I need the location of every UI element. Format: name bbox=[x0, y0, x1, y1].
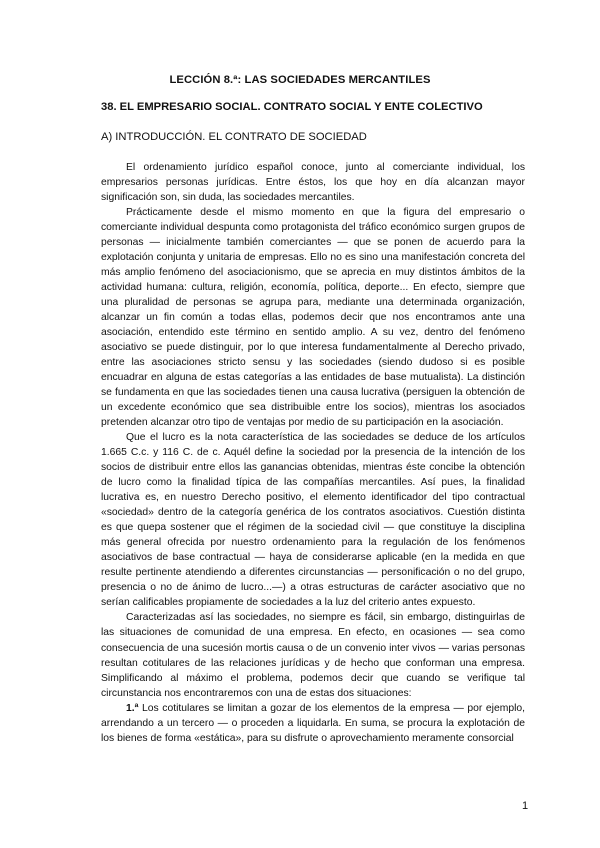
paragraph-1: El ordenamiento jurídico español conoce, junto al comerciante individual, los empresarios personas jurídicas. Entre éstos, los que hoy en día alcanzan mayor significación son, sin duda, las sociedades mercantiles. bbox=[101, 162, 525, 204]
paragraph-4: Caracterizadas así las sociedades, no siempre es fácil, sin embargo, distinguirlas de las situaciones de comunidad de una empresa. En efecto, en ocasiones — sea como consecuencia de una sucesión mortis causa o de un convenio inter vivos — varias personas resultan cotitulares de las relaciones jurídicas y de hecho que conforman una empresa. Simplificando al máximo el problema, podemos decir que cuando se verifique tal circunstancia nos encontraremos con una de estas dos situaciones: bbox=[101, 612, 525, 699]
list-item-1 bbox=[101, 701, 525, 746]
page-number: 1 bbox=[522, 800, 529, 812]
lesson-title: LECCIÓN 8.ª: LAS SOCIEDADES MERCANTILES bbox=[169, 74, 431, 86]
subsection-heading: A) INTRODUCCIÓN. EL CONTRATO DE SOCIEDAD bbox=[101, 131, 367, 143]
list-item-text: Los cotitulares se limitan a gozar de los elementos de la empresa — por ejemplo, arrendando a un tercero — o proceden a liquidarla. En suma, se procura la explotación de los bienes de forma «estática», para su disfrute o aprovechamiento meramente consorcial bbox=[101, 702, 525, 744]
list-item-number: 1.ª bbox=[126, 702, 139, 714]
body-text bbox=[101, 160, 525, 746]
paragraph-2: Prácticamente desde el mismo momento en que la figura del empresario o comerciante individual despunta como protagonista del tráfico económico surgen grupos de personas — inicialmente también comerciantes — que se ponen de acuerdo para la explotación conjunta y unitaria de empresas. Ello no es sino una manifestación concreta del más amplio fenómeno del asociacionismo, que se aprecia en muy distintos ámbitos de la actividad humana: cultura, religión, economía, política, deporte... En efecto, siempre que una pluralidad de personas se agrupa para, mediante una determinada organización, alcanzar un fin común a todas ellas, podemos decir que nos encontramos ante una asociación, entendido este término en sentido amplio. A su vez, dentro del fenómeno asociativo se puede distinguir, por lo que interesa fundamentalmente al Derecho privado, entre las asociaciones stricto sensu y las sociedades (siendo dudoso si es posible encuadrar en alguna de estas categorías a las entidades de base mutualista). La distinción se fundamenta en que las sociedades tienen una causa lucrativa (persiguen la obtención de un excedente económico que sea distribuible entre los socios), mientras los asociados pretenden alcanzar otro tipo de ventajas por medio de su participación en la asociación. bbox=[101, 207, 525, 429]
section-heading: 38. EL EMPRESARIO SOCIAL. CONTRATO SOCIAL Y ENTE COLECTIVO bbox=[101, 101, 483, 113]
paragraph-3: Que el lucro es la nota característica de las sociedades se deduce de los artículos 1.665 C.c. y 116 C. de c. Aquél define la sociedad por la presencia de la intención de los socios de distribuir entre ellos las ganancias obtenidas, mientras éste concibe la obtención de lucro como la finalidad típica de las compañías mercantiles. Así pues, la finalidad lucrativa es, en nuestro Derecho positivo, el elemento identificador del tipo contractual «sociedad» dentro de la categoría genérica de los contratos asociativos. Cuestión distinta es que quepa sostener que el régimen de la sociedad civil — que constituye la disciplina más general ofrecida por nuestro ordenamiento para la regulación de los fenómenos asociativos de base contractual — haya de considerarse aplicable (en la medida en que resulte pertinente atendiendo a diferentes circunstancias — personificación o no del grupo, presencia o no de ánimo de lucro...—) a otras estructuras de carácter asociativo que no serían calificables propiamente de sociedades a la luz del criterio antes expuesto. bbox=[101, 432, 525, 609]
